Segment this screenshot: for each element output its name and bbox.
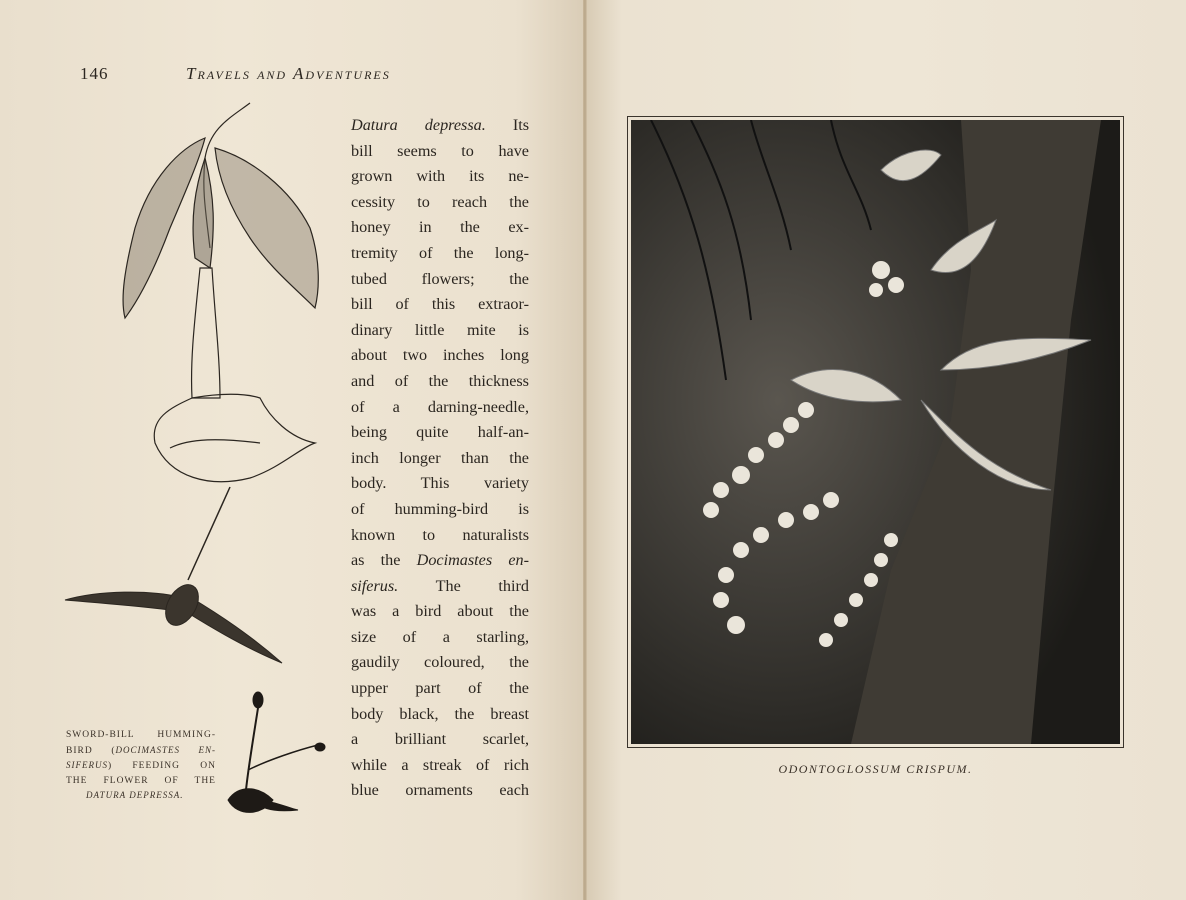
- text-line: [351, 318, 529, 344]
- text-line: [351, 599, 529, 625]
- text: bill of this extraor-: [351, 295, 529, 314]
- text: size of a starling,: [351, 627, 529, 646]
- text: of a darning-needle,: [351, 397, 529, 416]
- text: tubed flowers; the: [351, 269, 529, 288]
- text: grown with its ne-: [351, 167, 529, 186]
- text: while a streak of rich: [351, 755, 529, 774]
- caption-line: [66, 788, 216, 804]
- text: known to naturalists: [351, 525, 529, 544]
- text: about two inches long: [351, 346, 529, 365]
- running-head: Travels and Adventures: [186, 64, 391, 83]
- orchid-engraving-plate: [631, 120, 1120, 744]
- text-line: [351, 676, 529, 702]
- text: body black, the breast: [351, 704, 529, 723]
- text-line: [351, 292, 529, 318]
- italic-text: Datura depressa.: [351, 116, 486, 134]
- text: Its: [485, 116, 530, 134]
- text: bill seems to have: [351, 141, 529, 160]
- book-gutter: [583, 0, 587, 900]
- text-line: [351, 523, 529, 549]
- text-line: [351, 164, 529, 190]
- text: inch longer than the: [351, 448, 529, 467]
- body-text: [351, 113, 529, 804]
- text: The third: [398, 576, 529, 595]
- text: dinary little mite is: [351, 320, 529, 339]
- text-line: [351, 241, 529, 267]
- caption-text: BIRD (: [66, 745, 116, 756]
- text-line: [351, 548, 529, 574]
- caption-line: [66, 758, 216, 774]
- text-line: [351, 113, 529, 139]
- plate-frame: [627, 116, 1124, 748]
- italic-text: Docimastes en-: [416, 551, 530, 570]
- caption-line: SWORD-BILL HUMMING-: [66, 730, 216, 740]
- caption-italic: DOCIMASTES EN-: [115, 744, 216, 755]
- caption-italic: DATURA DEPRESSA.: [86, 790, 184, 800]
- text-line: [351, 369, 529, 395]
- text-line: [351, 753, 529, 779]
- text-line: [351, 420, 529, 446]
- text-line: [351, 471, 529, 497]
- text: a brilliant scarlet,: [351, 730, 529, 749]
- text: blue ornaments each: [351, 781, 529, 800]
- text: body. This variety: [351, 474, 529, 493]
- text: as the: [351, 551, 417, 570]
- caption-text: ) FEEDING ON: [108, 761, 216, 771]
- caption-line: THE FLOWER OF THE: [66, 775, 216, 786]
- text-line: [351, 574, 529, 600]
- text: was a bird about the: [351, 602, 529, 621]
- text: and of the thickness: [351, 371, 529, 390]
- italic-text: siferus.: [351, 576, 399, 595]
- text-line: [351, 702, 529, 728]
- text-line: [351, 215, 529, 241]
- caption-line: [66, 743, 216, 759]
- text-line: [351, 625, 529, 651]
- text: cessity to reach the: [351, 192, 529, 211]
- text: upper part of the: [351, 679, 529, 698]
- text: of humming-bird is: [351, 499, 529, 518]
- text-line: [351, 190, 529, 216]
- text-line: [351, 727, 529, 753]
- text-line: [351, 778, 529, 804]
- text-line: [351, 343, 529, 369]
- text-line: [351, 267, 529, 293]
- caption-italic: SIFERUS: [66, 760, 108, 770]
- text-line: [351, 650, 529, 676]
- plate-caption: ODONTOGLOSSUM CRISPUM.: [778, 762, 973, 776]
- text: tremity of the long-: [351, 243, 529, 262]
- datura-flower-illustration: [110, 98, 330, 498]
- text: being quite half-an-: [351, 423, 529, 442]
- text-line: [351, 139, 529, 165]
- text-line: [351, 497, 529, 523]
- hummingbird-on-flower-illustration: [218, 690, 328, 820]
- hummingbird-flying-illustration: [60, 485, 290, 670]
- text-line: [351, 446, 529, 472]
- page-number: 146: [80, 64, 109, 83]
- figure-caption: [66, 728, 216, 804]
- text: gaudily coloured, the: [351, 653, 529, 672]
- orchid-engraving: [631, 120, 1120, 744]
- text: honey in the ex-: [351, 218, 529, 237]
- text-line: [351, 395, 529, 421]
